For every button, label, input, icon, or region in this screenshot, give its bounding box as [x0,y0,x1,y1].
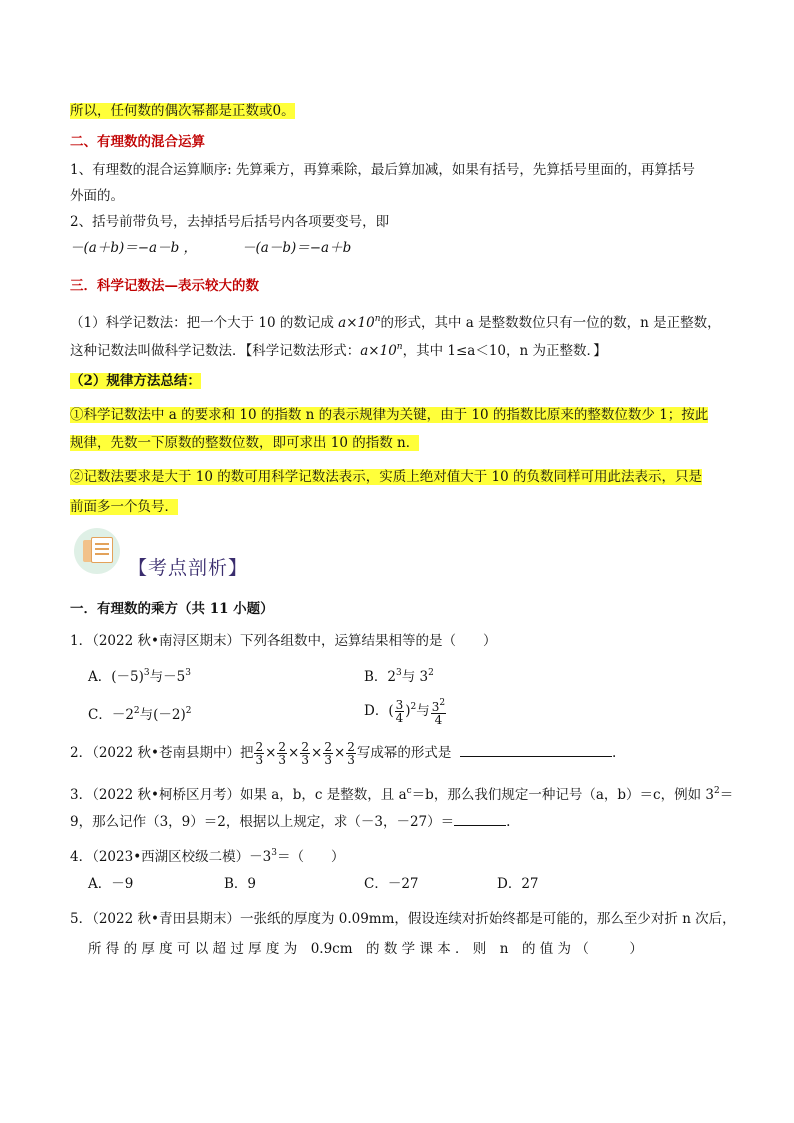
formula-2: －(a－b)＝−a＋b [242,240,352,256]
rule-1a: ①科学记数法中 a 的要求和 10 的指数 n 的表示规律为关键，由于 10 的指数比原来的整数位数少 1；按此 [70,407,709,423]
q4-option-d: D．27 [497,876,539,892]
section-3-p1b: 这种记数法叫做科学记数法．【科学记数法形式：$a\times 10^n$，其中 1≤a＜10，n 为正整数．】 [70,342,607,359]
part-1-title: 一．有理数的乘方（共 11 小题） [70,601,274,617]
q5-line2: 所 得 的 厚 度 可 以 超 过 厚 度 为 0.9cm 的 数 学 课 本 ． 则 n 的 值 为 （ ） [88,941,643,957]
section-2-p1b: 外面的。 [70,188,124,204]
q4-stem: 4．（2023•西湖区校级二模）$-3^3=$（ ） [70,848,345,865]
section-3-p1: （1）科学记数法：把一个大于 10 的数记成 $a\times 10^n$的形式，其中 a 是整数数位只有一位的数，n 是正整数， [70,314,721,331]
rule-2b: 前面多一个负号． [70,499,178,515]
section-2-p2: 2、括号前带负号，去掉括号后括号内各项要变号，即 [70,214,390,230]
q4-option-a: A．－9 [88,876,134,892]
q2-stem: 2．（2022 秋•苍南县期中）把 $\frac{2}{3}$ × $\frac{2}{3}$ × $\frac{2}{3}$ × $\frac{2}{3}$ × $\frac{2}{3}$ 写成幂的形式是 . [70,740,617,767]
intro-line: 所以，任何数的偶次幂都是正数或0。 [70,103,295,119]
document-icon [74,528,120,574]
formula-1: －(a＋b)＝−a－b ， [70,240,198,256]
rule-1b: 规律，先数一下原数的整数位数，即可求出 10 的指数 n． [70,435,420,451]
q3-line1: 3．（2022 秋•柯桥区月考）如果 a，b，c 是整数，且 $a^c=b$，那么我们规定一种记号（a，b）＝c，例如 $3^2=$ [70,786,734,803]
q1-option-c: C．$-2^2$与$(-2)^2$ [88,706,192,723]
q1-option-b: B．$2^3$与 $3^2$ [364,668,434,685]
analysis-title: 【考点剖析】 [128,557,249,579]
q2-answer-blank[interactable] [460,742,612,757]
q1-option-a: A．$(-5)^3$与$-5^3$ [88,668,191,685]
q3-line2: 9，那么记作（3，9）＝2，根据以上规定，求（－3，－27）＝ . [70,811,510,832]
q1-option-d: D．( $\frac{3}{4}$ )$^2$与 $\frac{3^2}{4}$ [364,698,446,727]
rule-2a: ②记数法要求是大于 10 的数可用科学记数法表示，实质上绝对值大于 10 的负数同样可用此法表示，只是 [70,469,703,485]
q5-line1: 5．（2022 秋•青田县期末）一张纸的厚度为 0.09mm，假设连续对折始终都是可能的，那么至少对折 n 次后， [70,911,736,927]
q3-answer-blank[interactable] [454,811,506,826]
section-3-p2: （2）规律方法总结： [70,373,201,389]
section-3-title: 三．科学记数法—表示较大的数 [70,278,259,294]
q4-option-b: B．9 [224,876,257,892]
q4-option-c: C．－27 [364,876,419,892]
q1-stem: 1．（2022 秋•南浔区期末）下列各组数中，运算结果相等的是（ ） [70,633,497,649]
section-2-p1a: 1、有理数的混合运算顺序: 先算乘方，再算乘除，最后算加减，如果有括号，先算括号里面的，再算括号 [70,162,695,178]
section-2-title: 二、有理数的混合运算 [70,134,205,150]
